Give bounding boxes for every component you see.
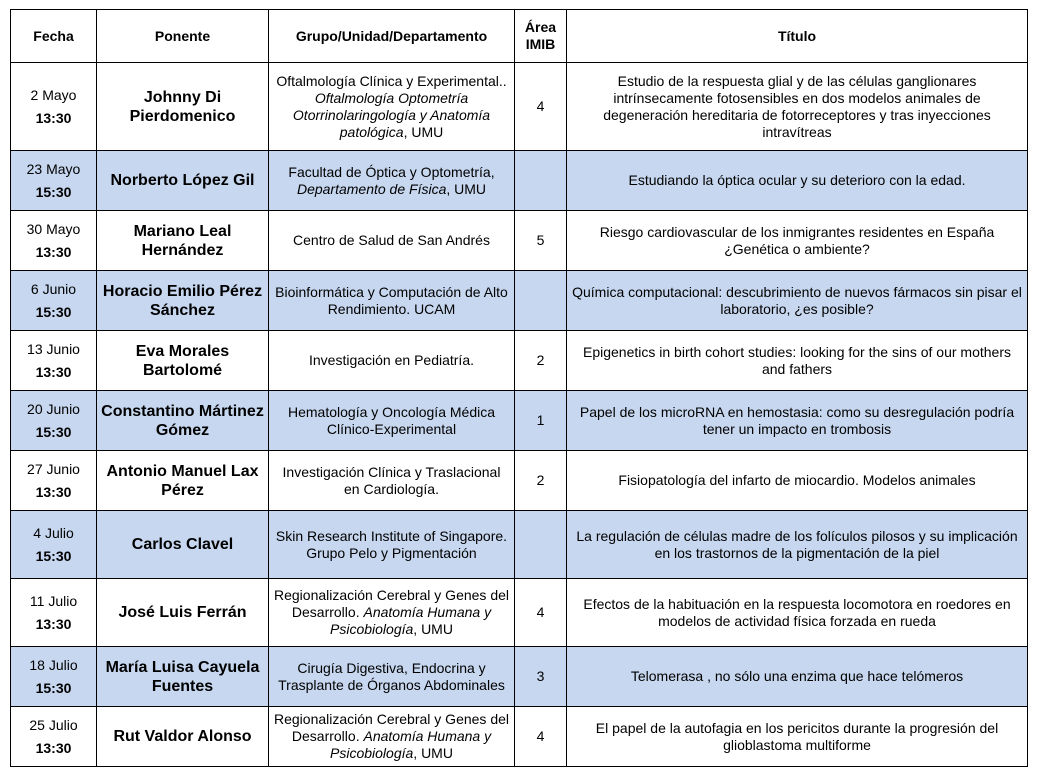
speaker-cell: Rut Valdor Alonso	[97, 707, 269, 767]
area-cell: 2	[515, 331, 567, 391]
speaker-cell: Horacio Emilio Pérez Sánchez	[97, 271, 269, 331]
date-text: 18 Julio	[29, 656, 78, 673]
title-cell: La regulación de células madre de los folículos pilosos y su implicación en los trastornos de la pigmentación de la piel	[567, 511, 1028, 579]
area-cell	[515, 151, 567, 211]
speaker-cell: Constantino Mártinez Gómez	[97, 391, 269, 451]
speaker-cell: María Luisa Cayuela Fuentes	[97, 647, 269, 707]
time-text: 13:30	[35, 483, 72, 500]
date-cell	[11, 271, 97, 331]
date-cell	[11, 647, 97, 707]
group-department-italic: Anatomía Humana y Psicobiología	[330, 604, 492, 637]
date-text: 23 Mayo	[26, 160, 81, 177]
date-text: 4 Julio	[33, 524, 74, 541]
group-department-italic: Oftalmología Optometría Otorrinolaringología y Anatomía patológica	[292, 89, 491, 140]
group-cell	[269, 579, 515, 647]
time-text: 13:30	[35, 615, 72, 632]
area-cell: 5	[515, 211, 567, 271]
header-fecha: Fecha	[11, 10, 97, 63]
group-cell	[269, 271, 515, 331]
speaker-cell: Norberto López Gil	[97, 151, 269, 211]
table-row	[11, 511, 1028, 579]
group-cell	[269, 707, 515, 767]
group-cell	[269, 451, 515, 511]
group-text: Investigación Clínica y Traslacional en Cardiología.	[282, 463, 501, 497]
speaker-cell: Mariano Leal Hernández	[97, 211, 269, 271]
speaker-cell: Carlos Clavel	[97, 511, 269, 579]
area-cell: 2	[515, 451, 567, 511]
speaker-cell: Johnny Di Pierdomenico	[97, 63, 269, 151]
date-cell	[11, 211, 97, 271]
seminar-schedule-table	[10, 9, 1028, 767]
group-text: Skin Research Institute of Singapore. Grupo Pelo y Pigmentación	[275, 527, 508, 561]
table-row	[11, 211, 1028, 271]
group-cell	[269, 151, 515, 211]
title-cell: Efectos de la habituación en la respuesta locomotora en roedores en modelos de actividad física forzada en rueda	[567, 579, 1028, 647]
title-cell: Estudio de la respuesta glial y de las células ganglionares intrínsecamente fotosensibles en dos modelos animales de degeneración hereditaria de fotorreceptores y tras inyecciones intravítreas	[567, 63, 1028, 151]
date-cell	[11, 511, 97, 579]
speaker-cell: José Luis Ferrán	[97, 579, 269, 647]
time-text: 15:30	[35, 423, 72, 440]
title-cell: Riesgo cardiovascular de los inmigrantes residentes en España ¿Genética o ambiente?	[567, 211, 1028, 271]
group-cell	[269, 647, 515, 707]
date-cell	[11, 63, 97, 151]
date-text: 6 Junio	[30, 280, 77, 297]
title-cell: Epigenetics in birth cohort studies: looking for the sins of our mothers and fathers	[567, 331, 1028, 391]
table-row	[11, 391, 1028, 451]
table-row	[11, 579, 1028, 647]
group-text: Hematología y Oncología Médica Clínico-Experimental	[288, 403, 495, 437]
area-cell	[515, 271, 567, 331]
time-text: 15:30	[35, 679, 72, 696]
group-text: Facultad de Óptica y Optometría,	[288, 163, 495, 180]
date-text: 2 Mayo	[30, 86, 77, 103]
header-row	[11, 10, 1028, 63]
group-cell	[269, 391, 515, 451]
time-text: 13:30	[35, 739, 72, 756]
date-text: 11 Julio	[29, 592, 78, 609]
time-text: 15:30	[35, 547, 72, 564]
table-row	[11, 63, 1028, 151]
date-text: 20 Junio	[27, 400, 80, 417]
date-cell	[11, 579, 97, 647]
header-ponente: Ponente	[97, 10, 269, 63]
date-cell	[11, 331, 97, 391]
time-text: 13:30	[35, 363, 72, 380]
table-row	[11, 707, 1028, 767]
title-cell: El papel de la autofagia en los pericitos durante la progresión del glioblastoma multiforme	[567, 707, 1028, 767]
title-cell: Papel de los microRNA en hemostasia: como su desregulación podría tener un impacto en trombosis	[567, 391, 1028, 451]
group-text: Bioinformática y Computación de Alto Rendimiento. UCAM	[275, 283, 508, 317]
date-text: 27 Junio	[27, 460, 80, 477]
time-text: 13:30	[35, 109, 72, 126]
group-cell	[269, 211, 515, 271]
area-cell: 4	[515, 579, 567, 647]
table-row	[11, 647, 1028, 707]
group-text: , UMU	[446, 180, 487, 197]
date-cell	[11, 391, 97, 451]
group-text: Regionalización Cerebral y Genes del Desarrollo.	[273, 587, 510, 620]
group-text: Oftalmología Clínica y Experimental..	[276, 72, 507, 89]
table-row	[11, 151, 1028, 211]
group-text: Regionalización Cerebral y Genes del Desarrollo.	[273, 711, 510, 744]
group-text: Investigación en Pediatría.	[309, 352, 474, 368]
date-text: 13 Junio	[27, 340, 80, 357]
group-text: , UMU	[413, 621, 453, 637]
date-text: 30 Mayo	[26, 220, 81, 237]
speaker-cell: Antonio Manuel Lax Pérez	[97, 451, 269, 511]
header-grupo: Grupo/Unidad/Departamento	[269, 10, 515, 63]
speaker-cell: Eva Morales Bartolomé	[97, 331, 269, 391]
title-cell: Química computacional: descubrimiento de nuevos fármacos sin pisar el laboratorio, ¿es posible?	[567, 271, 1028, 331]
date-cell	[11, 707, 97, 767]
table-row	[11, 331, 1028, 391]
group-text: Centro de Salud de San Andrés	[293, 232, 490, 248]
group-text: , UMU	[403, 123, 444, 140]
area-cell: 3	[515, 647, 567, 707]
header-titulo: Título	[567, 10, 1028, 63]
date-cell	[11, 151, 97, 211]
header-area: Área IMIB	[515, 10, 567, 63]
area-cell: 1	[515, 391, 567, 451]
area-cell: 4	[515, 707, 567, 767]
group-department-italic: Departamento de Física	[296, 180, 447, 197]
time-text: 13:30	[35, 243, 72, 260]
group-cell	[269, 331, 515, 391]
area-cell: 4	[515, 63, 567, 151]
title-cell: Fisiopatología del infarto de miocardio. Modelos animales	[567, 451, 1028, 511]
title-cell: Estudiando la óptica ocular y su deterioro con la edad.	[567, 151, 1028, 211]
date-cell	[11, 451, 97, 511]
group-department-italic: Anatomía Humana y Psicobiología	[330, 728, 492, 761]
group-text: , UMU	[413, 745, 453, 761]
date-text: 25 Julio	[29, 716, 78, 733]
table-row	[11, 451, 1028, 511]
group-cell	[269, 63, 515, 151]
time-text: 15:30	[35, 303, 72, 320]
group-cell	[269, 511, 515, 579]
title-cell: Telomerasa , no sólo una enzima que hace telómeros	[567, 647, 1028, 707]
group-text: Cirugía Digestiva, Endocrina y Trasplante de Órganos Abdominales	[278, 659, 505, 693]
area-cell	[515, 511, 567, 579]
table-row	[11, 271, 1028, 331]
time-text: 15:30	[35, 183, 72, 200]
